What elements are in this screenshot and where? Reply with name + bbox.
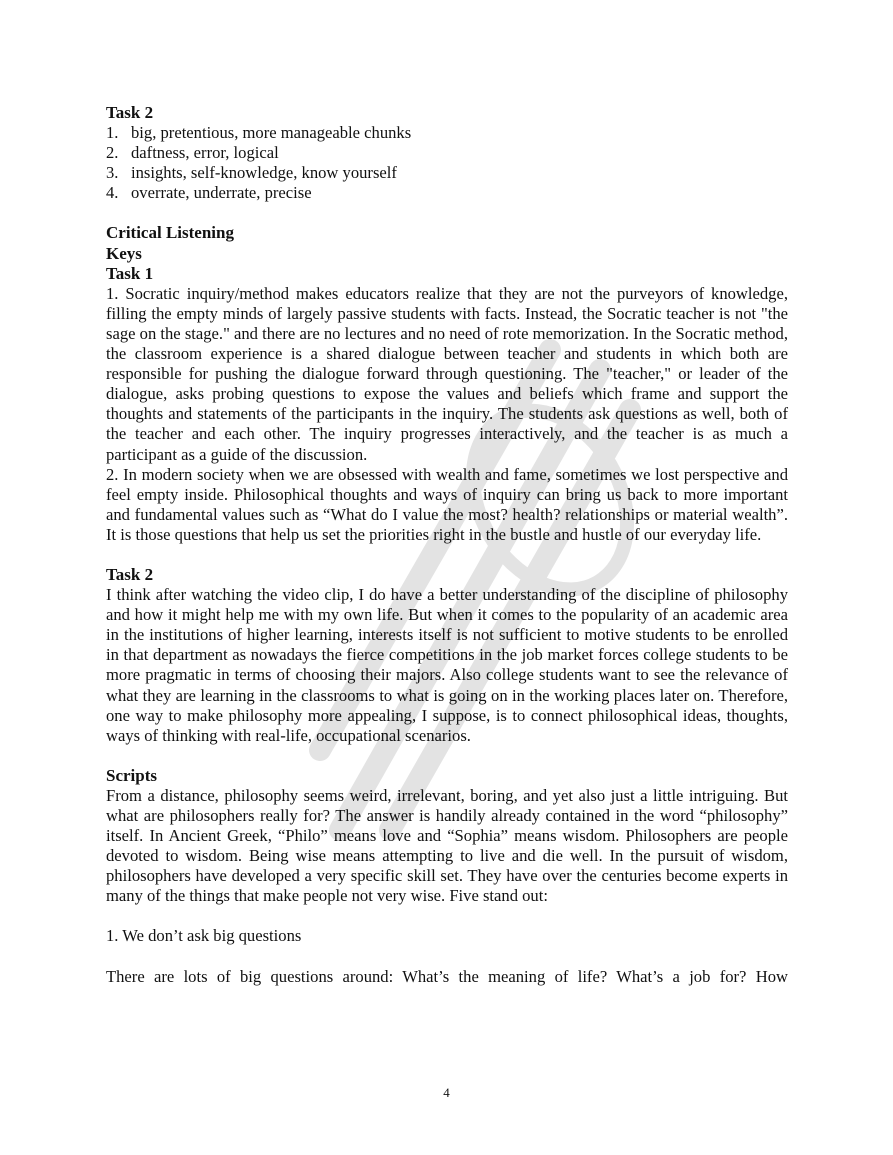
document-page — [106, 103, 788, 987]
task2-vocab-list — [106, 123, 788, 203]
list-item — [106, 143, 788, 163]
scripts-heading: Scripts — [106, 765, 157, 785]
list-item-number: 3. — [106, 163, 119, 183]
task1-heading: Task 1 — [106, 263, 154, 283]
task1-answer-2: 2. In modern society when we are obsessed with wealth and fame, sometimes we lost perspective and feel empty inside. Philosophical thoughts and ways of inquiry can bring us back to more important and fundamental values such as “What do I value the most? health? relationships or material wealth”. It is those questions that help us set the priorities right in the bustle and hustle of our everyday life. — [106, 464, 788, 544]
task2-heading: Task 2 — [106, 564, 154, 584]
scripts-point-1: 1. We don’t ask big questions — [106, 926, 302, 946]
page-number: 4 — [443, 1085, 450, 1100]
list-item — [106, 183, 788, 203]
list-item-text: big, pretentious, more manageable chunks — [131, 123, 412, 143]
list-item — [106, 163, 788, 183]
list-item-text: insights, self-knowledge, know yourself — [131, 163, 397, 183]
task2-vocab-heading: Task 2 — [106, 103, 154, 122]
list-item-number: 4. — [106, 183, 119, 203]
list-item-number: 1. — [106, 123, 119, 143]
keys-heading: Keys — [106, 243, 142, 263]
critical-listening-heading: Critical Listening — [106, 223, 234, 243]
task2-answer: I think after watching the video clip, I do have a better understanding of the discipline of philosophy and how it might help me with my own life. But when it comes to the popularity of an academic area in the institutions of higher learning, interests itself is not sufficient to motive students to be enrolled in that department as nowadays the fierce competitions in the job market forces college students to be more pragmatic in terms of choosing their majors. Also college students want to see the relevance of what they are learning in the classrooms to what is going on in the working places later on. Therefore, one way to make philosophy more appealing, I suppose, is to connect philosophical ideas, thoughts, ways of thinking with real-life, occupational scenarios. — [106, 585, 788, 745]
scripts-paragraph-1: From a distance, philosophy seems weird, irrelevant, boring, and yet also just a little intriguing. But what are philosophers really for? The answer is handily already contained in the word “philosophy” itself. In Ancient Greek, “Philo” means love and “Sophia” means wisdom. Philosophers are people devoted to wisdom. Being wise means attempting to live and die well. In the pursuit of wisdom, philosophers have developed a very specific skill set. They have over the centuries become experts in many of the things that make people not very wise. Five stand out: — [106, 785, 788, 906]
task1-answer-1: 1. Socratic inquiry/method makes educators realize that they are not the purveyors of knowledge, filling the empty minds of largely passive students with facts. Instead, the Socratic teacher is not "the sage on the stage." and there are no lectures and no need of rote memorization. In the Socratic method, the classroom experience is a shared dialogue between teacher and students in which both are responsible for pushing the dialogue forward through questioning. The "teacher," or leader of the dialogue, asks probing questions to expose the values and beliefs which frame and support the thoughts and statements of the participants in the inquiry. The students ask questions as well, both of the teacher and each other. The inquiry progresses interactively, and the teacher is as much a participant as a guide of the discussion. — [106, 283, 788, 464]
list-item-text: daftness, error, logical — [131, 143, 279, 163]
list-item-text: overrate, underrate, precise — [131, 183, 312, 203]
list-item — [106, 123, 788, 143]
scripts-paragraph-2: There are lots of big questions around: What’s the meaning of life? What’s a job for? How — [106, 966, 788, 986]
list-item-number: 2. — [106, 143, 119, 163]
